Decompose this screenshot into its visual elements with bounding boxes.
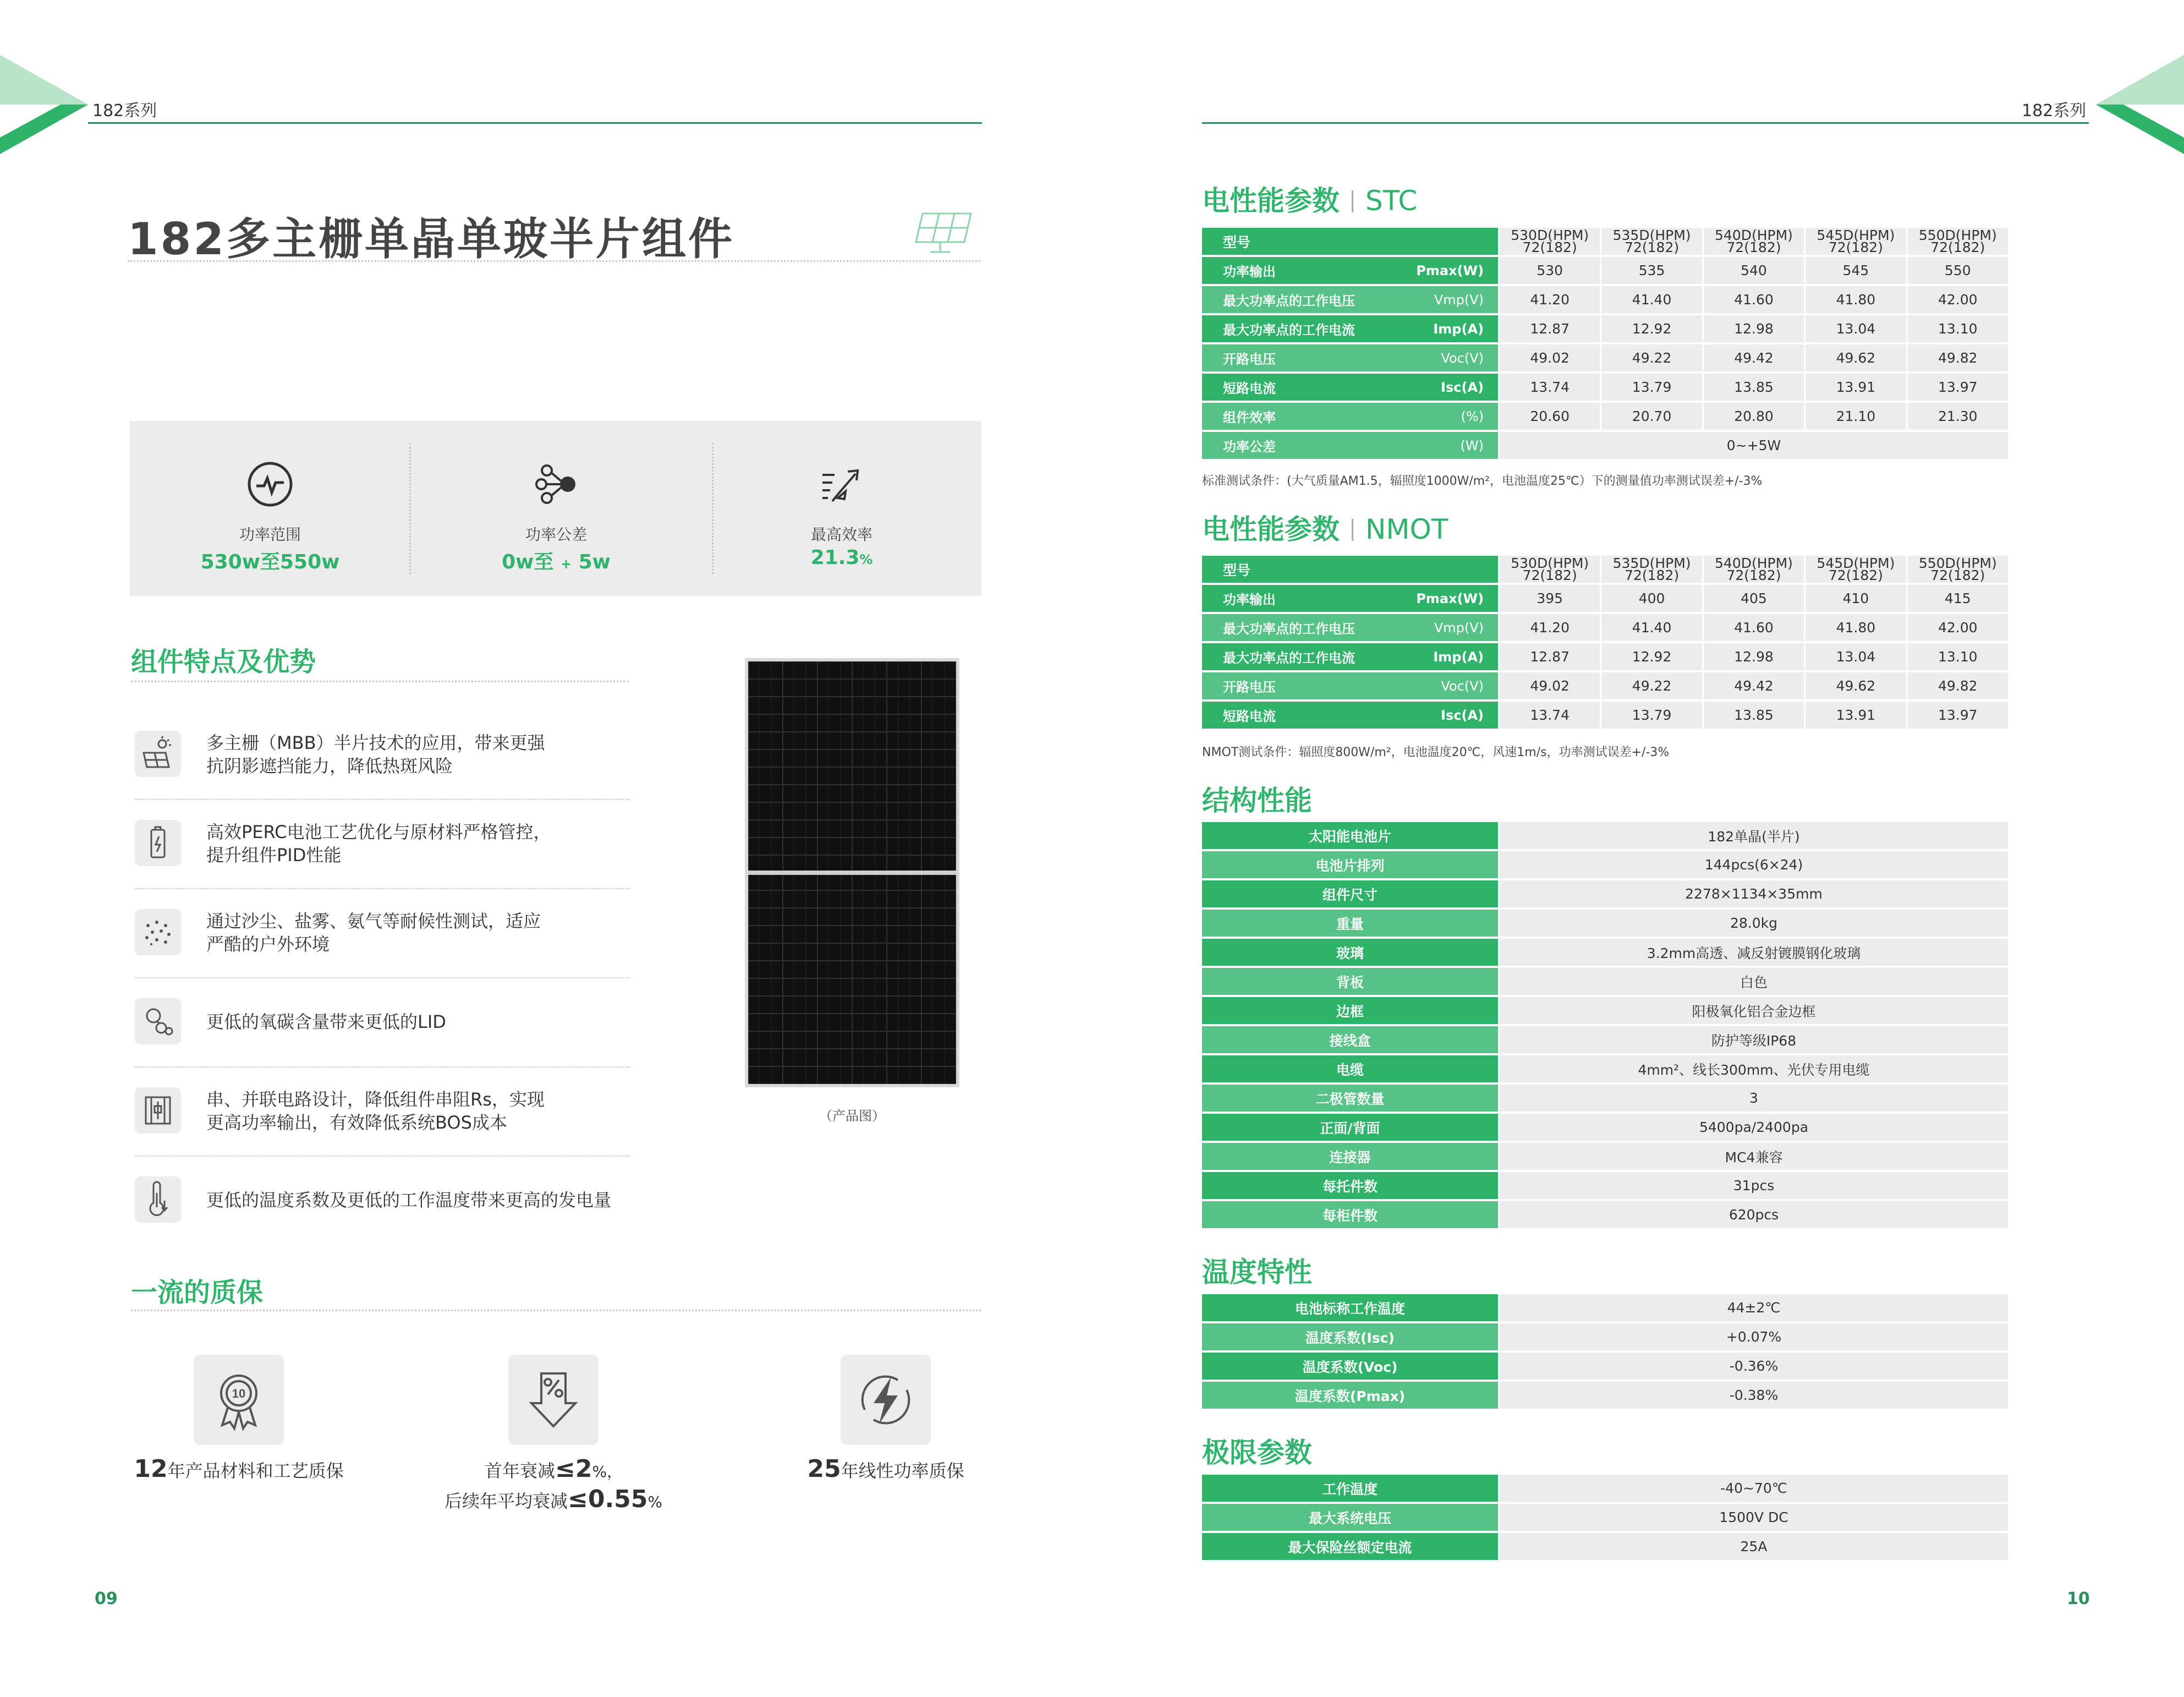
lightning-icon (841, 1355, 931, 1445)
row-label: 功率输出 (1223, 264, 1276, 280)
value-cell: 13.74 (1498, 374, 1600, 401)
row-label: 功率输出 (1223, 592, 1276, 607)
spec-value: -40~70℃ (1498, 1475, 2008, 1502)
spec-label: 组件尺寸 (1202, 880, 1498, 907)
model-cell: 550D(HPM) 72(182) (1906, 556, 2008, 583)
spec-label: 电缆 (1202, 1055, 1498, 1082)
model-cell: 550D(HPM) 72(182) (1906, 228, 2008, 255)
value-cell: 415 (1906, 585, 2008, 612)
circuit-panel-icon (135, 1087, 181, 1134)
spec-value: +0.07% (1498, 1323, 2008, 1350)
stat-label: 功率范围 (239, 525, 301, 544)
spec-label: 二极管数量 (1202, 1085, 1498, 1112)
spec-value: 5400pa/2400pa (1498, 1114, 2008, 1141)
spec-value: 2278×1134×35mm (1498, 880, 2008, 907)
value-cell: 545 (1804, 257, 1906, 284)
spec-label: 电池标称工作温度 (1202, 1294, 1498, 1321)
model-cell: 530D(HPM) 72(182) (1498, 556, 1600, 583)
row-label-cell (1202, 585, 1498, 612)
spec-row (1202, 1201, 2008, 1228)
product-image (745, 658, 959, 1087)
row-label-cell (1202, 286, 1498, 313)
value-cell: 41.80 (1804, 614, 1906, 641)
feature-text: 高效PERC电池工艺优化与原材料严格管控， 提升组件PID性能 (206, 822, 551, 866)
param-row (1202, 403, 2008, 430)
row-unit: Voc(V) (1441, 350, 1484, 366)
value-cell: 42.00 (1906, 614, 2008, 641)
value-cell: 530 (1498, 257, 1600, 284)
value-cell: 13.91 (1804, 374, 1906, 401)
structure-table (1202, 820, 2008, 1230)
spec-value: 防护等级IP68 (1498, 1026, 2008, 1053)
nmot-table (1202, 554, 2008, 731)
product-caption: （产品图） (819, 1108, 885, 1124)
spec-value: 4mm²、线长300mm、光伏专用电缆 (1498, 1055, 2008, 1082)
battery-cell-icon (135, 820, 181, 866)
value-cell: 49.42 (1702, 344, 1804, 371)
network-nodes-icon (531, 459, 581, 509)
value-cell: 49.42 (1702, 672, 1804, 699)
spec-value: 3.2mm高透、减反射镀膜钢化玻璃 (1498, 939, 2008, 966)
spec-row (1202, 1085, 2008, 1112)
row-label-cell (1202, 403, 1498, 430)
spec-label: 最大保险丝额定电流 (1202, 1533, 1498, 1560)
model-cell: 535D(HPM) 72(182) (1600, 228, 1702, 255)
value-cell: 41.80 (1804, 286, 1906, 313)
value-cell: 13.79 (1600, 374, 1702, 401)
row-label: 最大功率点的工作电压 (1223, 293, 1355, 309)
spec-label: 正面/背面 (1202, 1114, 1498, 1141)
structure-title: 结构性能 (1202, 785, 1312, 817)
row-unit: Isc(A) (1441, 707, 1484, 723)
spec-label: 温度系数(Voc) (1202, 1353, 1498, 1380)
series-label: 182系列 (92, 101, 157, 121)
row-label: 开路电压 (1223, 680, 1276, 695)
value-cell: 12.92 (1600, 643, 1702, 670)
value-cell: 49.02 (1498, 672, 1600, 699)
param-row (1202, 702, 2008, 729)
spec-row (1202, 1294, 2008, 1321)
row-label-cell (1202, 643, 1498, 670)
row-label-cell (1202, 374, 1498, 401)
spec-label: 每柜件数 (1202, 1201, 1498, 1228)
warranty-title: 一流的质保 (131, 1277, 264, 1308)
molecule-icon (135, 998, 181, 1044)
temp-title: 温度特性 (1202, 1256, 1312, 1288)
value-cell: 49.62 (1804, 672, 1906, 699)
tolerance-value: 0~+5W (1498, 432, 2008, 459)
thermometer-icon (135, 1176, 181, 1223)
value-cell: 20.60 (1498, 403, 1600, 430)
decline-percent-icon (508, 1355, 599, 1445)
row-label: 功率公差 (1223, 439, 1276, 455)
model-cell: 540D(HPM) 72(182) (1702, 228, 1804, 255)
value-cell: 49.02 (1498, 344, 1600, 371)
stats-band (130, 421, 981, 596)
feature-item (135, 888, 630, 977)
spec-row (1202, 939, 2008, 966)
value-cell: 49.82 (1906, 672, 2008, 699)
value-cell: 49.22 (1600, 344, 1702, 371)
row-label: 开路电压 (1223, 352, 1276, 367)
value-cell: 41.60 (1702, 286, 1804, 313)
value-cell: 41.20 (1498, 286, 1600, 313)
param-row (1202, 286, 2008, 313)
nmot-body (1202, 585, 2008, 729)
page-number: 09 (95, 1589, 118, 1608)
spec-label: 连接器 (1202, 1143, 1498, 1170)
warranty-underline (131, 1310, 981, 1311)
row-unit: (%) (1461, 408, 1484, 424)
value-cell: 12.92 (1600, 315, 1702, 342)
spec-row (1202, 968, 2008, 995)
spec-row (1202, 1114, 2008, 1141)
feature-text: 更低的温度系数及更低的工作温度带来更高的发电量 (206, 1190, 612, 1211)
stc-title: 电性能参数 STC (1202, 185, 1418, 217)
model-cell: 545D(HPM) 72(182) (1804, 228, 1906, 255)
feature-text: 串、并联电路设计，降低组件串阻Rs，实现 更高功率输出，有效降低系统BOS成本 (206, 1089, 545, 1133)
limit-body (1202, 1475, 2008, 1560)
feature-item (135, 977, 630, 1066)
spec-value: 25A (1498, 1533, 2008, 1560)
feature-item (135, 1066, 630, 1156)
value-cell: 13.91 (1804, 702, 1906, 729)
spec-value: 阳极氧化铝合金边框 (1498, 997, 2008, 1024)
model-cell: 535D(HPM) 72(182) (1600, 556, 1702, 583)
spec-row (1202, 851, 2008, 878)
model-cell: 545D(HPM) 72(182) (1804, 556, 1906, 583)
value-cell: 49.62 (1804, 344, 1906, 371)
row-unit: Imp(A) (1433, 649, 1484, 665)
page-number: 10 (2067, 1589, 2090, 1608)
value-cell: 12.98 (1702, 315, 1804, 342)
title-underline (128, 260, 980, 262)
model-header: 型号 (1202, 228, 1498, 255)
feature-item (135, 1156, 630, 1245)
param-row (1202, 257, 2008, 284)
row-unit: (W) (1460, 437, 1484, 453)
param-row (1202, 344, 2008, 371)
value-cell: 13.97 (1906, 374, 2008, 401)
warranty-25yr-text: 25年线性功率质保 (807, 1455, 964, 1483)
row-label-cell (1202, 315, 1498, 342)
svg-text:10: 10 (232, 1387, 246, 1400)
model-cell: 540D(HPM) 72(182) (1702, 556, 1804, 583)
spec-label: 重量 (1202, 910, 1498, 937)
value-cell: 395 (1498, 585, 1600, 612)
value-cell: 20.70 (1600, 403, 1702, 430)
tolerance-row (1202, 432, 2008, 459)
value-cell: 41.40 (1600, 286, 1702, 313)
spec-value: 31pcs (1498, 1172, 2008, 1199)
value-cell: 400 (1600, 585, 1702, 612)
spec-label: 背板 (1202, 968, 1498, 995)
spec-value: 144pcs(6×24) (1498, 851, 2008, 878)
corner-chevron-right (2096, 55, 2184, 154)
model-cell: 530D(HPM) 72(182) (1498, 228, 1600, 255)
stc-note: 标准测试条件：(大气质量AM1.5，辐照度1000W/m²，电池温度25℃）下的测量值功率测试误差+/-3% (1202, 474, 1763, 488)
row-label: 短路电流 (1223, 709, 1276, 724)
feature-item (135, 710, 630, 799)
row-label: 最大功率点的工作电流 (1223, 650, 1355, 666)
spec-label: 温度系数(Pmax) (1202, 1382, 1498, 1409)
value-cell: 41.40 (1600, 614, 1702, 641)
value-cell: 410 (1804, 585, 1906, 612)
value-cell: 41.60 (1702, 614, 1804, 641)
value-cell: 13.10 (1906, 315, 2008, 342)
param-row (1202, 585, 2008, 612)
spec-label: 工作温度 (1202, 1475, 1498, 1502)
stc-body (1202, 257, 2008, 430)
spec-row (1202, 1026, 2008, 1053)
warranty-decline-text: 首年衰减≤2%， 后续年平均衰减≤0.55% (444, 1455, 663, 1513)
value-cell: 49.82 (1906, 344, 2008, 371)
row-label-cell (1202, 257, 1498, 284)
structure-body (1202, 822, 2008, 1228)
header-line (1202, 122, 2089, 124)
spec-value: -0.36% (1498, 1353, 2008, 1380)
stat-value: 0w至 + 5w (502, 551, 611, 573)
series-label: 182系列 (2022, 101, 2087, 121)
spec-row (1202, 1323, 2008, 1350)
feature-text: 多主栅（MBB）半片技术的应用，带来更强 抗阴影遮挡能力，降低热斑风险 (206, 732, 545, 776)
row-unit: Voc(V) (1441, 678, 1484, 694)
spec-label: 玻璃 (1202, 939, 1498, 966)
value-cell: 13.85 (1702, 374, 1804, 401)
solar-panel-outline-icon (910, 209, 974, 256)
spec-label: 边框 (1202, 997, 1498, 1024)
stat-power-range (130, 421, 410, 596)
spec-label: 温度系数(Isc) (1202, 1323, 1498, 1350)
spec-label: 太阳能电池片 (1202, 822, 1498, 849)
warranty-12yr-text: 12年产品材料和工艺质保 (134, 1455, 344, 1483)
spec-label: 电池片排列 (1202, 851, 1498, 878)
spec-row (1202, 997, 2008, 1024)
row-label: 组件效率 (1223, 410, 1276, 425)
right-page (1092, 0, 2184, 1697)
value-cell: 20.80 (1702, 403, 1804, 430)
spec-row (1202, 1353, 2008, 1380)
spec-row (1202, 910, 2008, 937)
spec-value: 620pcs (1498, 1201, 2008, 1228)
spec-label: 接线盒 (1202, 1026, 1498, 1053)
temp-body (1202, 1294, 2008, 1409)
feature-text: 通过沙尘、盐雾、氨气等耐候性测试，适应 严酷的户外环境 (206, 911, 541, 955)
stat-max-efficiency (702, 421, 981, 596)
solar-panel-image (748, 661, 956, 1084)
value-cell: 13.79 (1600, 702, 1702, 729)
spec-row (1202, 1504, 2008, 1531)
spec-value: 3 (1498, 1085, 2008, 1112)
solar-sun-icon (135, 731, 181, 777)
efficiency-arrow-icon (817, 459, 866, 509)
corner-chevron-left (0, 55, 88, 154)
value-cell: 13.10 (1906, 643, 2008, 670)
stat-value: 21.3% (810, 546, 873, 569)
value-cell: 41.20 (1498, 614, 1600, 641)
limit-table (1202, 1472, 2008, 1562)
param-row (1202, 614, 2008, 641)
temp-table (1202, 1292, 2008, 1411)
spec-value: 28.0kg (1498, 910, 2008, 937)
page-title: 182多主栅单晶单玻半片组件 (128, 214, 734, 265)
value-cell: 540 (1702, 257, 1804, 284)
row-label-cell (1202, 672, 1498, 699)
row-label: 最大功率点的工作电流 (1223, 322, 1355, 338)
row-label-cell (1202, 614, 1498, 641)
spec-row (1202, 1172, 2008, 1199)
value-cell: 12.98 (1702, 643, 1804, 670)
stc-table (1202, 226, 2008, 461)
stat-power-tolerance (410, 421, 702, 596)
spec-row (1202, 1533, 2008, 1560)
stat-label: 最高效率 (810, 525, 872, 544)
features-underline (131, 681, 629, 682)
spec-label: 每托件数 (1202, 1172, 1498, 1199)
value-cell: 42.00 (1906, 286, 2008, 313)
model-header-row (1202, 228, 2008, 255)
features-title: 组件特点及优势 (131, 647, 316, 677)
row-label-cell (1202, 344, 1498, 371)
row-label-cell (1202, 702, 1498, 729)
param-row (1202, 315, 2008, 342)
value-cell: 13.74 (1498, 702, 1600, 729)
limit-title: 极限参数 (1202, 1437, 1312, 1469)
feature-item (135, 799, 630, 888)
value-cell: 550 (1906, 257, 2008, 284)
value-cell: 13.97 (1906, 702, 2008, 729)
param-row (1202, 643, 2008, 670)
row-unit: Vmp(V) (1434, 292, 1484, 308)
value-cell: 21.10 (1804, 403, 1906, 430)
model-header-row (1202, 556, 2008, 583)
row-unit: Imp(A) (1433, 321, 1484, 337)
value-cell: 405 (1702, 585, 1804, 612)
row-unit: Pmax(W) (1416, 590, 1484, 606)
row-label: 短路电流 (1223, 381, 1276, 396)
warranty-10-badge-icon (194, 1355, 284, 1445)
stat-label: 功率公差 (525, 525, 587, 544)
param-row (1202, 374, 2008, 401)
spec-value: 182单晶(半片) (1498, 822, 2008, 849)
value-cell: 13.85 (1702, 702, 1804, 729)
nmot-title: 电性能参数 NMOT (1202, 513, 1448, 545)
spec-value: 1500V DC (1498, 1504, 2008, 1531)
value-cell: 12.87 (1498, 643, 1600, 670)
spec-row (1202, 1475, 2008, 1502)
row-unit: Vmp(V) (1434, 620, 1484, 636)
stat-value: 530w至550w (200, 551, 340, 573)
param-row (1202, 672, 2008, 699)
spec-value: 白色 (1498, 968, 2008, 995)
spec-row (1202, 1143, 2008, 1170)
row-unit: Pmax(W) (1416, 262, 1484, 278)
spec-row (1202, 1382, 2008, 1409)
model-header: 型号 (1202, 556, 1498, 583)
feature-text: 更低的氧碳含量带来更低的LID (206, 1011, 446, 1032)
power-meter-icon (245, 459, 295, 509)
value-cell: 13.04 (1804, 315, 1906, 342)
spec-value: 44±2℃ (1498, 1294, 2008, 1321)
value-cell: 21.30 (1906, 403, 2008, 430)
tolerance-label-cell (1202, 432, 1498, 459)
spec-row (1202, 1055, 2008, 1082)
spec-value: -0.38% (1498, 1382, 2008, 1409)
value-cell: 49.22 (1600, 672, 1702, 699)
row-label: 最大功率点的工作电压 (1223, 621, 1355, 637)
value-cell: 535 (1600, 257, 1702, 284)
value-cell: 12.87 (1498, 315, 1600, 342)
spec-label: 最大系统电压 (1202, 1504, 1498, 1531)
header-line (88, 122, 982, 124)
nmot-note: NMOT测试条件：辐照度800W/m²，电池温度20℃，风速1m/s，功率测试误差+/-3% (1202, 746, 1670, 759)
row-unit: Isc(A) (1441, 379, 1484, 395)
spec-value: MC4兼容 (1498, 1143, 2008, 1170)
spec-row (1202, 822, 2008, 849)
spec-row (1202, 880, 2008, 907)
value-cell: 13.04 (1804, 643, 1906, 670)
dust-particles-icon (135, 909, 181, 955)
